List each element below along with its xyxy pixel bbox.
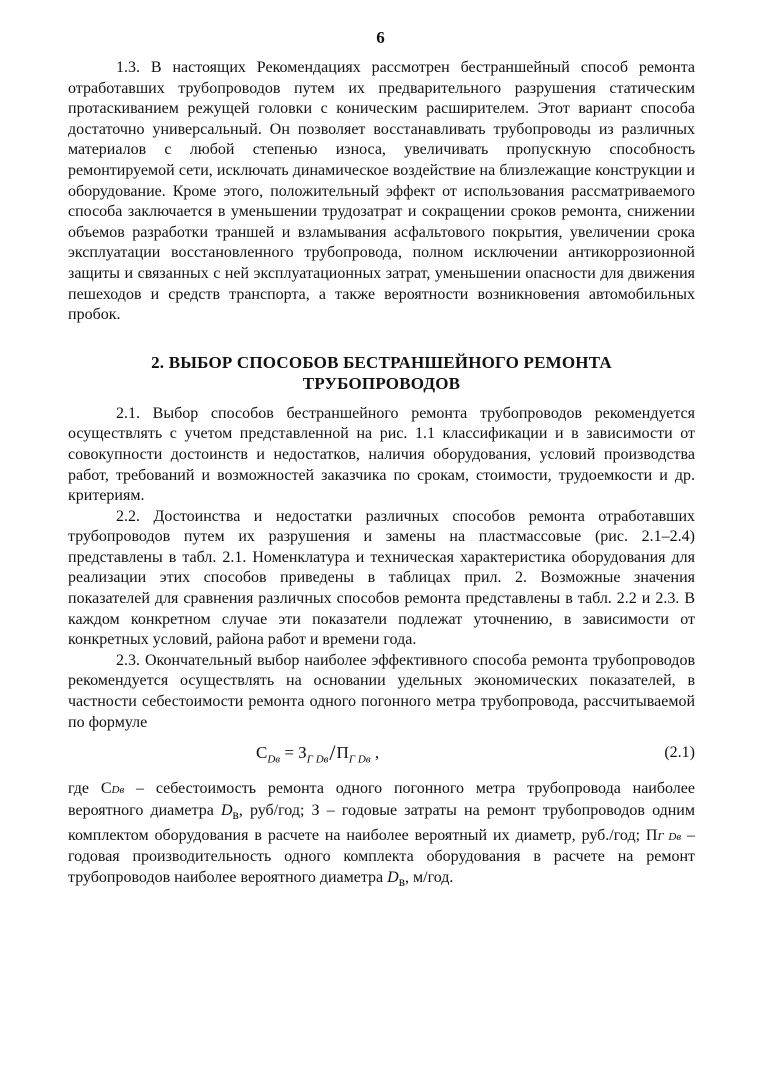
where-t3: , руб/год; З – годовые затраты на ремонт трубопроводов одним комплектом оборудования в расчете на наиболее вероятный их диаметр, руб./год; П	[68, 801, 695, 844]
fraction-slash: /	[329, 740, 336, 766]
where-s2: в	[232, 807, 239, 822]
formula-equals: =	[284, 743, 294, 763]
equation-number: (2.1)	[664, 744, 695, 762]
paragraph-2-2: 2.2. Достоинства и недостатки различных способов ремонта отработавших трубопроводов путем их разрушения и замены на пластмассовые (рис. 2.1–2.4) представлены в табл. 2.1. Номенклатура и техническая характеристика оборудования для реализации этих способов приведены в таблицах прил. 2. Возможные значения показателей для сравнения различных способов ремонта представлены в табл. 2.2 и 2.3. В каждом конкретном случае эти показатели подлежат уточнению, в зависимости от конкретных условий, района работ и времени года.	[68, 507, 695, 649]
where-v1: D	[220, 801, 233, 819]
where-t1: где C	[68, 780, 112, 798]
formula-row	[68, 739, 695, 769]
where-s4: в	[398, 873, 406, 889]
where-v2: D	[387, 868, 399, 886]
formula-lhs: C	[256, 743, 268, 763]
where-s1: Dв	[111, 784, 125, 797]
formula-denominator-sub: Г Dв	[348, 753, 371, 766]
section-2-heading	[68, 352, 695, 394]
formula-lhs-sub: Dв	[267, 753, 281, 766]
paragraph-2-3: 2.3. Окончательный выбор наиболее эффективного способа ремонта трубопроводов рекомендуется осуществлять на основании удельных экономических показателей, в частности себестоимости ремонта одного погонного метра трубопровода, рассчитываемой по формуле	[68, 651, 695, 731]
formula-numerator: З	[298, 743, 307, 763]
page-number: 6	[376, 28, 385, 47]
formula-2-1	[256, 740, 380, 770]
where-t5: , м/год.	[405, 868, 454, 886]
paragraph-2-1: 2.1. Выбор способов бестраншейного ремонта трубопроводов рекомендуется осуществлять с учетом представленной на рис. 1.1 классификации и в зависимости от совокупности достоинств и недостатков, наличия оборудования, условий производства работ, требований и возможностей заказчика по срокам, стоимости, трудоемкости и др. критериям.	[68, 404, 695, 505]
formula-denominator: П	[336, 743, 349, 763]
where-t2: – себестоимость ремонта одного погонного метра трубопровода наиболее вероятного диаметра	[68, 780, 695, 819]
section-2-heading-line1: 2. ВЫБОР СПОСОБОВ БЕСТРАНШЕЙНОГО РЕМОНТА	[151, 352, 612, 372]
formula-trailing: ,	[374, 743, 380, 763]
document-body	[68, 58, 695, 893]
formula-explanation	[68, 779, 695, 892]
paragraph-1-3: 1.3. В настоящих Рекомендациях рассмотрен бестраншейный способ ремонта отработавших трубопроводов путем их предварительного разрушения статическим протаскиванием режущей головки с коническим расширителем. Этот вариант способа достаточно универсальный. Он позволяет восстанавливать трубопроводы из различных материалов с любой степенью износа, увеличивать пропускную способность ремонтируемой сети, исключать динамическое воздействие на близлежащие конструкции и оборудование. Кроме этого, положительный эффект от использования рассматриваемого способа заключается в уменьшении трудозатрат и сокращении сроков ремонта, снижении объемов разработки траншей и взламывания асфальтового покрытия, увеличении срока эксплуатации восстановленного трубопровода, полном исключении антикоррозионной защиты и связанных с ней эксплуатационных затрат, уменьшении опасности для движения пешеходов и средств транспорта, а также вероятности возникновения автомобильных пробок.	[68, 59, 695, 324]
formula-numerator-sub: Г Dв	[306, 753, 329, 766]
where-t4: – годовая производительность одного комплекта оборудования в расчете на ремонт трубопроводов наиболее вероятного диаметра	[68, 826, 696, 886]
section-2-heading-line2: ТРУБОПРОВОДОВ	[302, 373, 461, 393]
where-s3: Г Dв	[657, 830, 682, 843]
